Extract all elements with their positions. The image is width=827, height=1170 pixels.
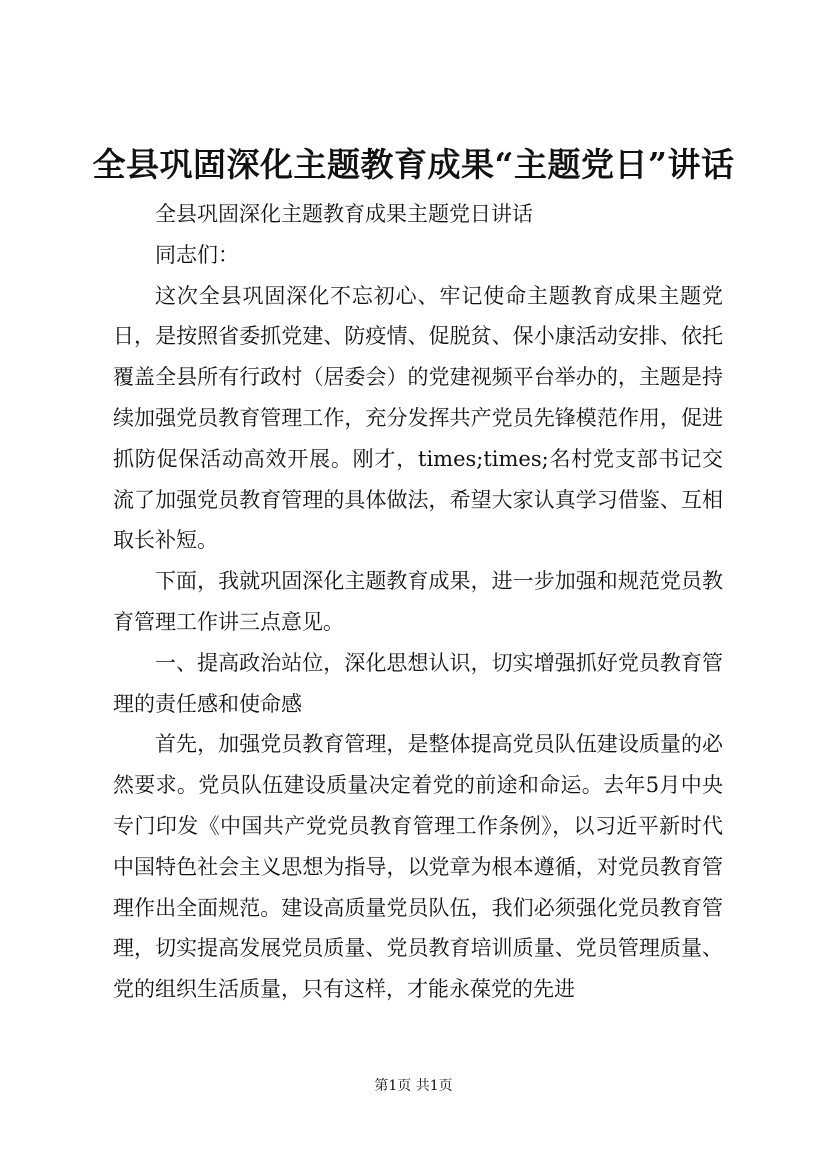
- body-paragraph-salutation: 同志们：: [155, 242, 239, 267]
- section-heading: 一、提高政治站位，深化思想认识，切实增强抓好党员教育管理的责任感和使命感: [113, 650, 723, 716]
- page-number-footer: 第1页 共1页: [374, 1078, 453, 1094]
- body-paragraph: 下面，我就巩固深化主题教育成果，进一步加强和规范党员教育管理工作讲三点意见。: [113, 569, 723, 634]
- body-paragraph: 首先，加强党员教育管理，是整体提高党员队伍建设质量的必然要求。党员队伍建设质量决定着党的前途和命运。去年5月中央专门印发《中国共产党党员教育管理工作条例》，以习近平新时代中国特色社会主义思想为指导，以党章为根本遵循，对党员教育管理作出全面规范。建设高质量党员队伍，我们必须强化党员教育管理，切实提高发展党员质量、党员教育培训质量、党员管理质量、党的组织生活质量，只有这样，才能永葆党的先进: [113, 732, 723, 1002]
- body-paragraph-subtitle: 全县巩固深化主题教育成果主题党日讲话: [155, 202, 533, 226]
- body-paragraph: 这次全县巩固深化不忘初心、牢记使命主题教育成果主题党日，是按照省委抓党建、防疫情、促脱贫、保小康活动安排、依托覆盖全县所有行政村（居委会）的党建视频平台举办的，主题是持续加强党员教育管理工作，充分发挥共产党员先锋模范作用，促进抓防促保活动高效开展。刚才，times;times;名村党支部书记交流了加强党员教育管理的具体做法，希望大家认真学习借鉴、互相取长补短。: [113, 283, 723, 553]
- document-title: 全县巩固深化主题教育成果“主题党日”讲话: [92, 145, 735, 184]
- document-body: [113, 194, 723, 1010]
